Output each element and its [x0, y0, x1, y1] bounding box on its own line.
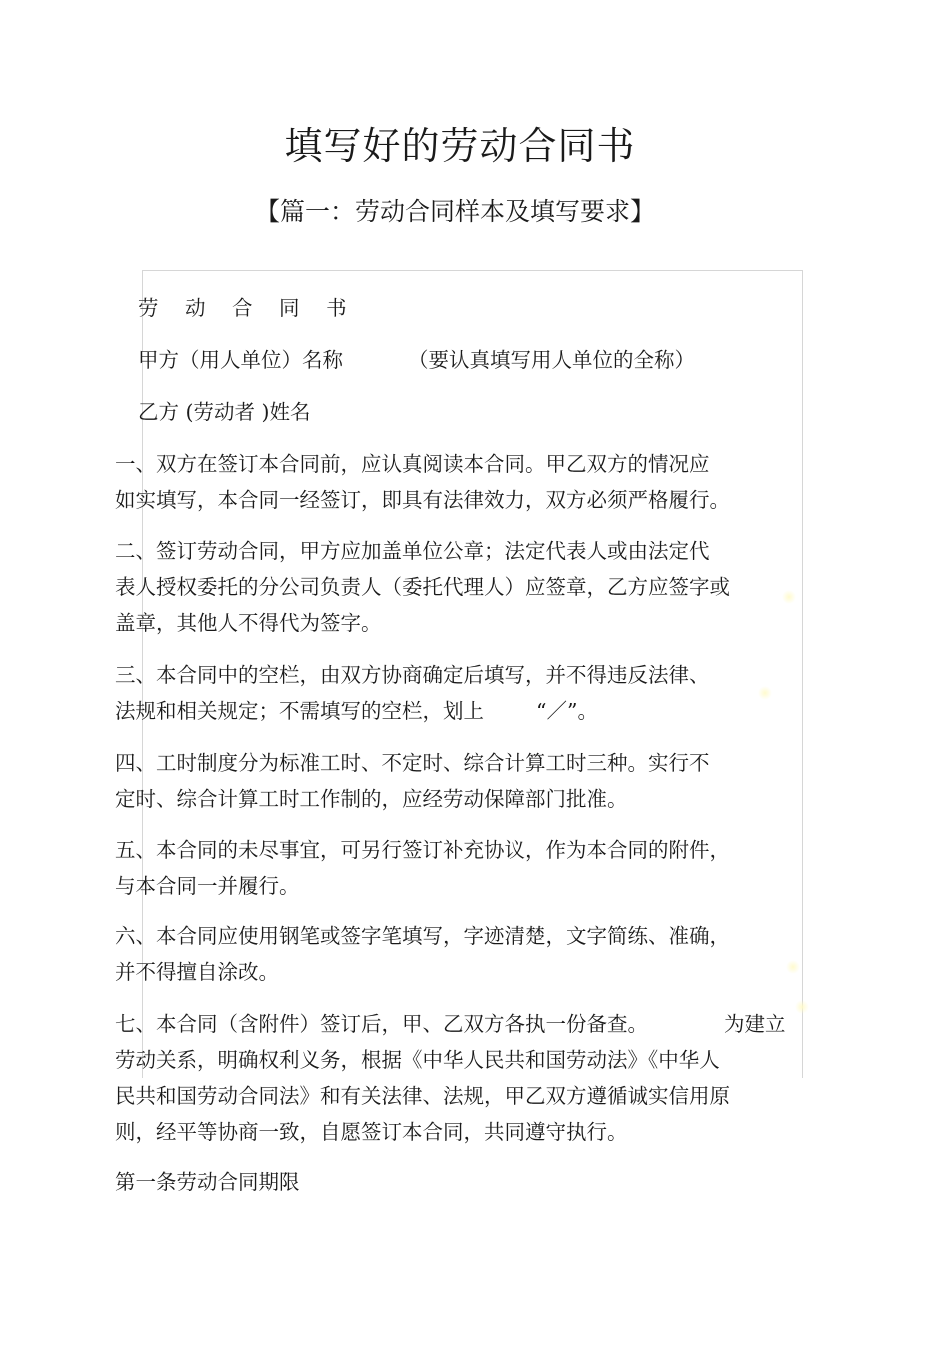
party-b-label: 乙方 (劳动者 )姓名	[138, 400, 311, 424]
party-a-hint: （要认真填写用人单位的全称）	[408, 348, 695, 372]
instruction-text: 七、本合同（含附件）签订后，甲、乙双方各执一份备查。	[115, 1012, 648, 1036]
instruction-line: 四、工时制度分为标准工时、不定时、综合计算工时三种。实行不	[115, 751, 710, 775]
instruction-line: 与本合同一并履行。	[115, 874, 300, 898]
instruction-line	[115, 1006, 835, 1042]
instruction-line: 盖章，其他人不得代为签字。	[115, 611, 382, 635]
instruction-line: 劳动关系，明确权利义务，根据《中华人民共和国劳动法》《中华人	[115, 1048, 720, 1072]
instruction-line: 则，经平等协商一致，自愿签订本合同，共同遵守执行。	[115, 1120, 628, 1144]
instruction-line: 表人授权委托的分公司负责人（委托代理人）应签章，乙方应签字或	[115, 575, 730, 599]
instruction-text: 法规和相关规定；不需填写的空栏，划上	[115, 699, 484, 723]
instruction-line: 定时、综合计算工时工作制的，应经劳动保障部门批准。	[115, 787, 628, 811]
instruction-3	[115, 657, 775, 729]
instruction-line: 六、本合同应使用钢笔或签字笔填写，字迹清楚，文字简练、准确，	[115, 924, 730, 948]
instruction-line: 五、本合同的未尽事宜，可另行签订补充协议，作为本合同的附件，	[115, 838, 730, 862]
instruction-5	[115, 832, 775, 904]
instruction-text: 为建立	[724, 1012, 786, 1036]
document-title: 填写好的劳动合同书	[284, 124, 636, 168]
scan-speck	[782, 590, 796, 604]
instruction-6	[115, 918, 775, 990]
instruction-line: 三、本合同中的空栏，由双方协商确定后填写，并不得违反法律、	[115, 663, 710, 687]
document-subtitle: 【篇一：劳动合同样本及填写要求】	[254, 197, 655, 226]
instruction-line: 二、签订劳动合同，甲方应加盖单位公章；法定代表人或由法定代	[115, 539, 710, 563]
instruction-1	[115, 446, 775, 518]
instruction-line: 一、双方在签订本合同前，应认真阅读本合同。甲乙双方的情况应	[115, 452, 710, 476]
instruction-line: 如实填写，本合同一经签订，即具有法律效力，双方必须严格履行。	[115, 488, 730, 512]
instruction-line: 民共和国劳动合同法》和有关法律、法规，甲乙双方遵循诚实信用原	[115, 1084, 730, 1108]
slash-mark: “／”。	[536, 699, 598, 723]
scan-speck	[786, 960, 800, 974]
instruction-2	[115, 533, 775, 641]
instruction-4	[115, 745, 775, 817]
instruction-7	[115, 1006, 835, 1150]
article-1-heading: 第一条劳动合同期限	[115, 1170, 300, 1194]
party-a-label: 甲方（用人单位）名称	[138, 348, 343, 372]
instruction-line	[115, 693, 775, 729]
instruction-line: 并不得擅自涂改。	[115, 960, 279, 984]
form-heading: 劳 动 合 同 书	[138, 296, 357, 320]
